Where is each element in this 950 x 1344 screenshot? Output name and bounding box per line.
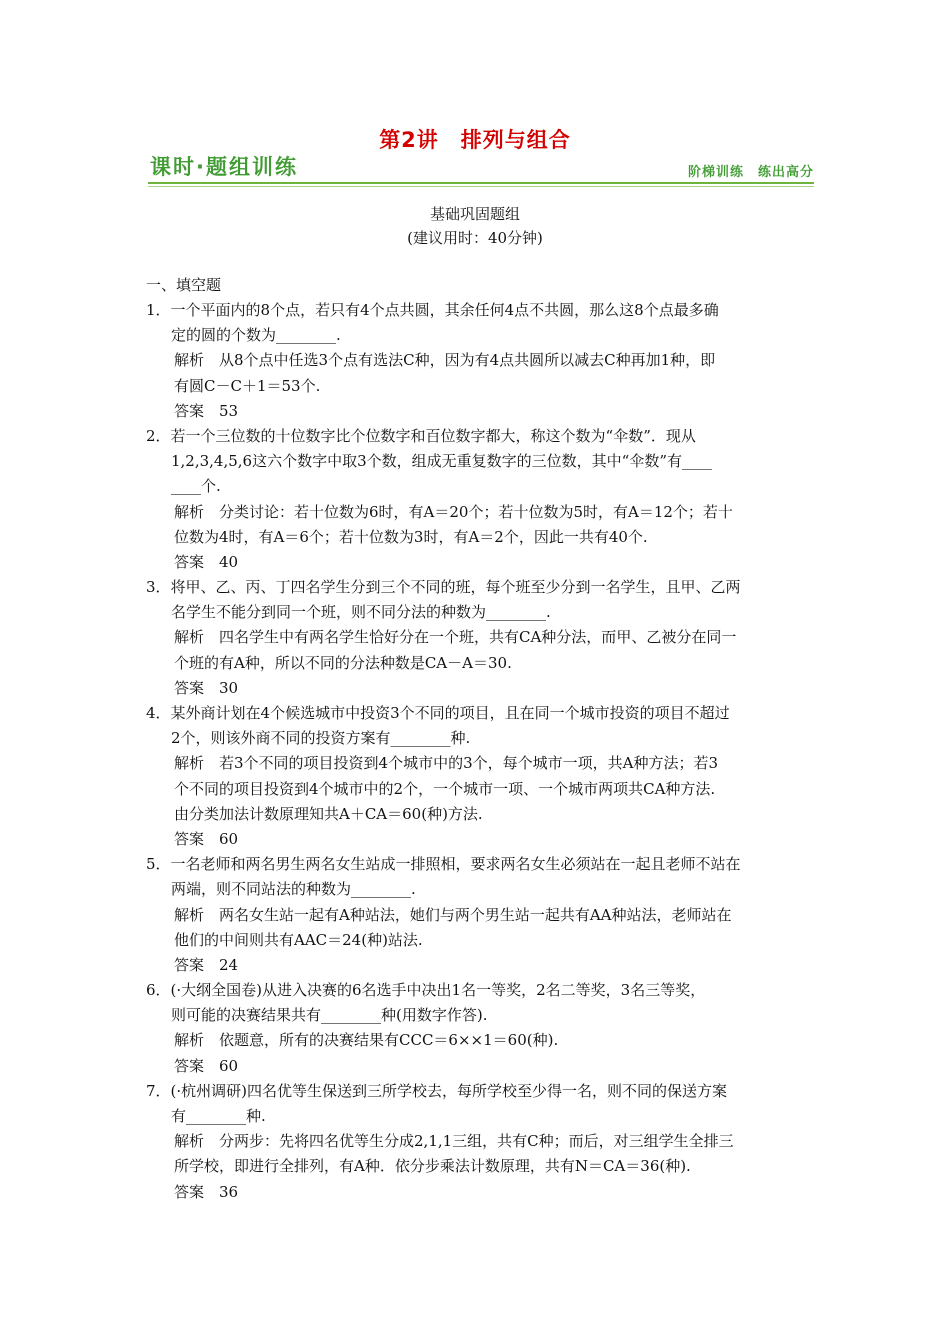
analysis-line: 解析 依题意，所有的决赛结果有CCC＝6××1＝60(种). xyxy=(174,1031,559,1050)
question-line: 有________种. xyxy=(171,1107,266,1125)
analysis-line: 所学校，即进行全排列，有A种．依分步乘法计数原理，共有N＝CA＝36(种). xyxy=(174,1157,691,1176)
analysis-line: 个不同的项目投资到4个城市中的2个，一个城市一项、一个城市两项共CA种方法. xyxy=(174,779,716,798)
analysis-line: 解析 分两步：先将四名优等生分成2,1,1三组，共有C种；而后，对三组学生全排三 xyxy=(174,1132,734,1151)
question-line: 3．将甲、乙、丙、丁四名学生分到三个不同的班，每个班至少分到一名学生，且甲、乙两 xyxy=(146,578,741,597)
analysis-line: 位数为4时，有A＝6个；若十位数为3时，有A＝2个，因此一共有40个. xyxy=(174,527,648,546)
analysis-line: 解析 从8个点中任选3个点有选法C种，因为有4点共圆所以减去C种再加1种，即 xyxy=(174,351,716,370)
problem-item xyxy=(146,424,808,575)
section-heading: 一、填空题 xyxy=(146,276,222,294)
analysis-line: 个班的有A种，所以不同的分法种数是CA－A＝30. xyxy=(174,653,512,672)
answer-line: 答案 30 xyxy=(174,678,239,697)
group-title: 基础巩固题组 xyxy=(429,205,520,223)
banner-left-label: 课时·题组训练 xyxy=(150,155,298,179)
analysis-line: 有圆C－C＋1＝53个. xyxy=(174,376,321,395)
answer-line: 答案 24 xyxy=(174,955,239,974)
time-hint: (建议用时：40分钟) xyxy=(407,229,543,247)
question-line: 两端，则不同站法的种数为________. xyxy=(171,880,416,899)
problem-item xyxy=(146,298,808,424)
answer-line: 答案 40 xyxy=(174,552,239,571)
question-line: 定的圆的个数为________. xyxy=(171,326,341,345)
problem-item xyxy=(146,1079,808,1205)
analysis-line: 他们的中间则共有AAC＝24(种)站法. xyxy=(174,930,423,949)
banner-divider-thin xyxy=(148,186,814,187)
answer-line: 答案 60 xyxy=(174,829,239,848)
question-line: ____个. xyxy=(171,477,221,496)
question-line: 4．某外商计划在4个候选城市中投资3个不同的项目，且在同一个城市投资的项目不超过 xyxy=(146,704,730,722)
analysis-line: 由分类加法计数原理知共A＋CA＝60(种)方法. xyxy=(174,804,483,823)
problem-item xyxy=(146,575,808,701)
banner-divider xyxy=(148,182,814,184)
question-line: 2．若一个三位数的十位数字比个位数字和百位数字都大，称这个数为“伞数”．现从 xyxy=(146,426,696,445)
question-line: 名学生不能分到同一个班，则不同分法的种数为________. xyxy=(171,603,551,622)
answer-line: 答案 36 xyxy=(174,1182,239,1201)
problem-item xyxy=(146,978,808,1079)
banner-right-label: 阶梯训练 练出高分 xyxy=(687,165,814,180)
problem-item xyxy=(146,701,808,852)
question-line: 5．一名老师和两名男生两名女生站成一排照相，要求两名女生必须站在一起且老师不站在 xyxy=(146,855,741,874)
question-line: 6．(·大纲全国卷)从进入决赛的6名选手中决出1名一等奖，2名二等奖，3名三等奖， xyxy=(146,981,706,1000)
question-line: 7．(·杭州调研)四名优等生保送到三所学校去，每所学校至少得一名，则不同的保送方案 xyxy=(146,1081,728,1100)
problem-list xyxy=(146,298,808,1205)
answer-line: 答案 53 xyxy=(174,401,239,420)
problem-item xyxy=(146,852,808,978)
question-line: 2个，则该外商不同的投资方案有________种. xyxy=(171,729,471,748)
lesson-title: 第2讲 排列与组合 xyxy=(379,128,571,152)
analysis-line: 解析 四名学生中有两名学生恰好分在一个班，共有CA种分法，而甲、乙被分在同一 xyxy=(174,628,737,647)
question-line: 则可能的决赛结果共有________种(用数字作答). xyxy=(171,1006,488,1025)
question-line: 1．一个平面内的8个点，若只有4个点共圆，其余任何4点不共圆，那么这8个点最多确 xyxy=(146,301,719,319)
question-line: 1,2,3,4,5,6这六个数字中取3个数，组成无重复数字的三位数，其中“伞数”有____ xyxy=(171,452,712,471)
analysis-line: 解析 分类讨论：若十位数为6时，有A＝20个；若十位数为5时，有A＝12个；若十 xyxy=(174,502,733,521)
answer-line: 答案 60 xyxy=(174,1056,239,1075)
analysis-line: 解析 两名女生站一起有A种站法，她们与两个男生站一起共有AA种站法，老师站在 xyxy=(174,905,732,924)
analysis-line: 解析 若3个不同的项目投资到4个城市中的3个，每个城市一项，共A种方法；若3 xyxy=(174,754,719,773)
